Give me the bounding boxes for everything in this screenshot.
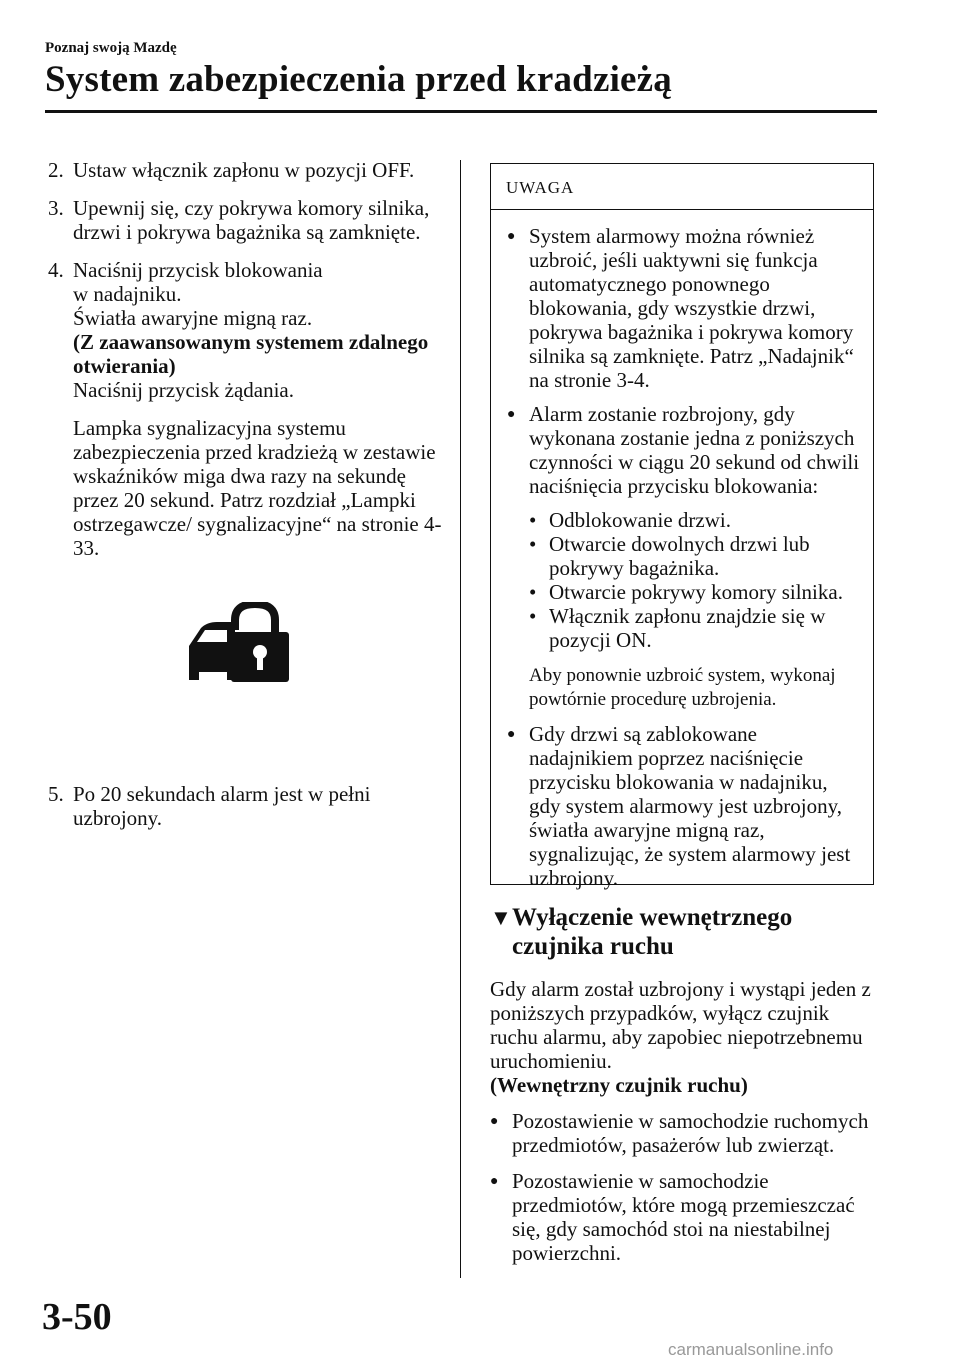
step-paragraph: Lampka sygnalizacyjna systemu zabezpieczenia przed kradzieżą w zestawie wskaźników miga dwa razy na sekundę przez 20 sekund. Patrz rozdział „Lampki ostrzegawcze/ sygnalizacyjne“ na stronie 4-33. <box>73 416 442 560</box>
instructions-column <box>48 158 448 844</box>
sub-bullet-icon: • <box>529 532 537 556</box>
note-text: Alarm zostanie rozbrojony, gdy wykonana zostanie jedna z poniższych czynności w ciągu 20 sekund od chwili naciśnięcia przycisku blokowania: <box>529 402 860 498</box>
note-text: System alarmowy można również uzbroić, jeśli uaktywni się funkcja automatycznego ponownego blokowania, gdy wszystkie drzwi, pokrywa bagażnika i pokrywa komory silnika są zamknięte. Patrz „Nadajnik“ na stronie 3-4. <box>529 224 854 392</box>
section-item-text: Pozostawienie w samochodzie ruchomych przedmiotów, pasażerów lub zwierząt. <box>512 1109 869 1157</box>
sub-bullet-icon: • <box>529 604 537 628</box>
triangle-marker-icon: ▼ <box>490 905 512 930</box>
note-box <box>490 163 874 890</box>
bullet-icon: ● <box>507 727 516 742</box>
page-title: System zabezpieczenia przed kradzieżą <box>45 59 672 100</box>
bullet-icon: ● <box>507 407 516 422</box>
sub-bullet-icon: • <box>529 508 537 532</box>
section-title-text: Wyłączenie wewnętrznego czujnika ruchu <box>512 904 793 960</box>
sub-bullet-icon: • <box>529 580 537 604</box>
step-3 <box>48 196 448 244</box>
page-number: 3-50 <box>42 1296 112 1338</box>
watermark: carmanualsonline.info <box>668 1340 834 1359</box>
motion-sensor-section <box>490 903 874 1265</box>
bullet-icon: ● <box>490 1174 499 1189</box>
step-number: 4. <box>48 258 64 282</box>
bullet-icon: ● <box>507 229 516 244</box>
step-text: Po 20 sekundach alarm jest w pełni uzbrojony. <box>73 782 371 830</box>
security-lock-car-icon <box>183 602 293 684</box>
step-text: Naciśnij przycisk żądania. <box>73 378 294 402</box>
step-number: 5. <box>48 782 64 806</box>
sub-item: • Otwarcie dowolnych drzwi lub pokrywy bagażnika. <box>529 532 810 580</box>
note-item <box>507 722 863 890</box>
step-text: Naciśnij przycisk blokowania <box>73 258 323 282</box>
indicator-illustration <box>48 602 448 742</box>
section-title <box>490 903 874 961</box>
step-text: w nadajniku. <box>73 282 182 306</box>
step-2 <box>48 158 448 182</box>
section-paragraph: Gdy alarm został uzbrojony i wystąpi jeden z poniższych przypadków, wyłącz czujnik ruchu alarmu, aby zapobiec niepotrzebnemu uruchomieniu. <box>490 977 871 1073</box>
note-small-text: Aby ponownie uzbroić system, wykonaj powtórnie procedurę uzbrojenia. <box>529 665 836 710</box>
section-item <box>490 1109 874 1157</box>
step-text: Upewnij się, czy pokrywa komory silnika, drzwi i pokrywa bagażnika są zamknięte. <box>73 196 430 244</box>
step-4 <box>48 258 448 560</box>
sub-item: • Otwarcie pokrywy komory silnika. <box>529 580 843 604</box>
step-number: 2. <box>48 158 64 182</box>
step-5 <box>48 782 448 830</box>
note-text: Gdy drzwi są zablokowane nadajnikiem poprzez naciśnięcie przycisku blokowania w nadajniku, gdy system alarmowy jest uzbrojony, światła awaryjne migną raz, sygnalizując, że system alarmowy jest uzbrojony. <box>529 722 851 890</box>
bullet-icon: ● <box>490 1114 499 1129</box>
step-text: Światła awaryjne migną raz. <box>73 306 313 330</box>
section-bold-label: (Wewnętrzny czujnik ruchu) <box>490 1073 748 1097</box>
section-item <box>490 1169 874 1265</box>
column-divider <box>460 160 461 1278</box>
section-label: Poznaj swoją Mazdę <box>45 40 177 56</box>
note-item <box>507 224 863 392</box>
section-item-text: Pozostawienie w samochodzie przedmiotów, które mogą przemieszczać się, gdy samochód stoi na niestabilnej powierzchni. <box>512 1169 855 1265</box>
sub-item: • Odblokowanie drzwi. <box>529 508 731 532</box>
step-number: 3. <box>48 196 64 220</box>
note-heading: UWAGA <box>491 164 873 210</box>
step-text: Ustaw włącznik zapłonu w pozycji OFF. <box>73 158 415 182</box>
step-bold-label: (Z zaawansowanym systemem zdalnego otwierania) <box>73 330 429 378</box>
note-item <box>507 402 863 712</box>
sub-list <box>529 508 863 652</box>
header-divider <box>45 110 877 113</box>
sub-item: • Włącznik zapłonu znajdzie się w pozycji ON. <box>529 604 826 652</box>
